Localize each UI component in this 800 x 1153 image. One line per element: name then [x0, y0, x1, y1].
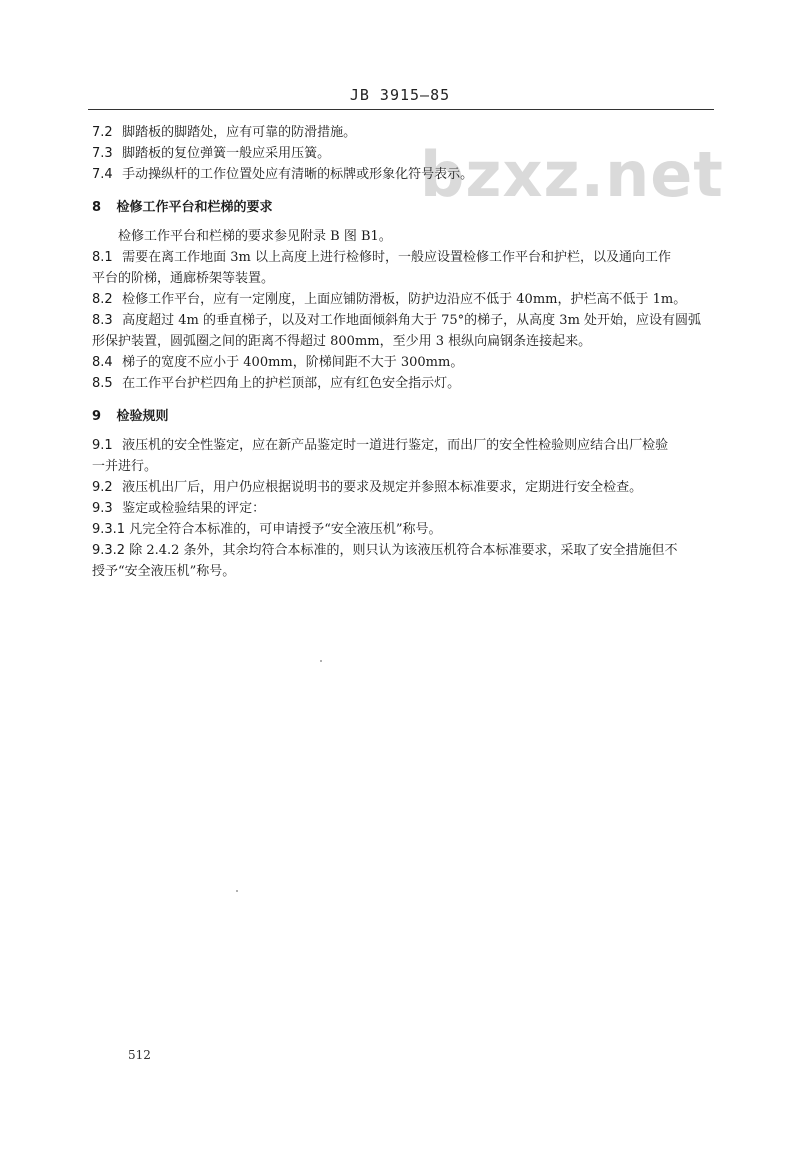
clause-8-5: 8.5 在工作平台护栏四角上的护栏顶部，应有红色安全指示灯。 — [92, 376, 461, 391]
clause-9-2: 9.2 液压机出厂后，用户仍应根据说明书的要求及规定并参照本标准要求，定期进行安全检查。 — [92, 480, 643, 495]
section-heading-8: 8 检修工作平台和栏梯的要求 — [92, 200, 273, 215]
clause-8-4: 8.4 梯子的宽度不应小于 400mm，阶梯间距不大于 300mm。 — [92, 355, 464, 370]
clause-9-3: 9.3 鉴定或检验结果的评定： — [92, 501, 266, 516]
clause-9-1-cont: 一并进行。 — [92, 459, 158, 474]
clause-8-1-cont: 平台的阶梯，通廊桥架等装置。 — [92, 271, 275, 286]
clause-8-3: 8.3 高度超过 4m 的垂直梯子，以及对工作地面倾斜角大于 75°的梯子，从高度 3m 处开始，应设有圆弧 — [92, 313, 702, 328]
watermark: bzxz.net — [420, 138, 724, 211]
clause-8-2: 8.2 检修工作平台，应有一定刚度，上面应铺防滑板，防护边沿应不低于 40mm，护栏高不低于 1m。 — [92, 292, 687, 307]
header-rule — [88, 109, 714, 110]
clause-9-3-2: 9.3.2 除 2.4.2 条外，其余均符合本标准的，则只认为该液压机符合本标准要求，采取了安全措施但不 — [92, 543, 678, 558]
clause-9-3-2-cont: 授予“安全液压机”称号。 — [92, 564, 236, 579]
document-body — [92, 122, 720, 582]
section-8-intro: 检修工作平台和栏梯的要求参见附录 B 图 B1。 — [118, 229, 392, 244]
section-heading-9: 9 检验规则 — [92, 409, 169, 424]
standard-code-header: JB 3915—85 — [349, 86, 451, 104]
clause-9-1: 9.1 液压机的安全性鉴定，应在新产品鉴定时一道进行鉴定，而出厂的安全性检验则应结合出厂检验 — [92, 438, 669, 453]
scan-speck — [236, 890, 238, 892]
clause-8-1: 8.1 需要在离工作地面 3m 以上高度上进行检修时，一般应设置检修工作平台和护栏，以及通向工作 — [92, 250, 672, 265]
clause-9-3-1: 9.3.1 凡完全符合本标准的，可申请授予“安全液压机”称号。 — [92, 522, 442, 537]
clause-7-2: 7.2 脚踏板的脚踏处，应有可靠的防滑措施。 — [92, 125, 357, 140]
scan-speck — [320, 660, 322, 662]
page-number: 512 — [128, 1048, 151, 1062]
clause-7-3: 7.3 脚踏板的复位弹簧一般应采用压簧。 — [92, 146, 331, 161]
clause-7-4: 7.4 手动操纵杆的工作位置处应有清晰的标牌或形象化符号表示。 — [92, 167, 474, 182]
clause-8-3-cont: 形保护装置，圆弧圈之间的距离不得超过 800mm，至少用 3 根纵向扁钢条连接起来。 — [92, 334, 592, 349]
